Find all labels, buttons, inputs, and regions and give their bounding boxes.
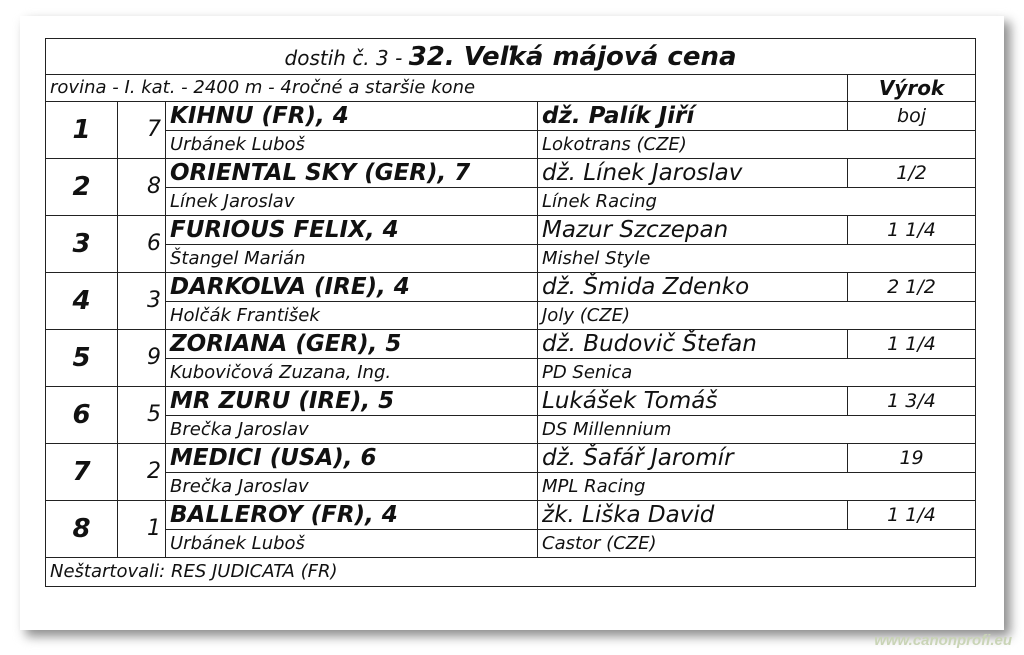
start-number: 1 [118, 501, 166, 558]
horse-name: FURIOUS FELIX, 4 [166, 216, 538, 245]
owner-name: Castor (CZE) [538, 530, 976, 558]
table-subrow [46, 530, 976, 558]
verdict-margin: 1 1/4 [848, 330, 976, 359]
table-row [46, 216, 976, 245]
table-subrow [46, 473, 976, 501]
verdict-margin: 19 [848, 444, 976, 473]
trainer-name: Línek Jaroslav [166, 188, 538, 216]
finish-position: 3 [46, 216, 118, 273]
finish-position: 1 [46, 102, 118, 159]
race-number: dostih č. 3 - [284, 45, 409, 70]
table-subrow [46, 416, 976, 444]
verdict-margin: 2 1/2 [848, 273, 976, 302]
table-row [46, 444, 976, 473]
non-runners: Neštartovali: RES JUDICATA (FR) [46, 558, 976, 587]
table-row [46, 102, 976, 131]
start-number: 8 [118, 159, 166, 216]
table-subrow [46, 359, 976, 387]
trainer-name: Štangel Marián [166, 245, 538, 273]
start-number: 6 [118, 216, 166, 273]
watermark: www.canonprofi.eu [874, 632, 1012, 649]
finish-position: 2 [46, 159, 118, 216]
trainer-name: Brečka Jaroslav [166, 473, 538, 501]
table-row [46, 387, 976, 416]
verdict-header: Výrok [848, 75, 976, 102]
finish-position: 8 [46, 501, 118, 558]
horse-name: ORIENTAL SKY (GER), 7 [166, 159, 538, 188]
finish-position: 5 [46, 330, 118, 387]
jockey-name: Mazur Szczepan [538, 216, 848, 245]
verdict-margin: 1 1/4 [848, 501, 976, 530]
jockey-name: žk. Liška David [538, 501, 848, 530]
start-number: 7 [118, 102, 166, 159]
jockey-name: dž. Šmida Zdenko [538, 273, 848, 302]
race-title [46, 39, 976, 75]
trainer-name: Urbánek Luboš [166, 131, 538, 159]
table-subrow [46, 302, 976, 330]
table-row [46, 159, 976, 188]
table-subrow [46, 245, 976, 273]
jockey-name: dž. Palík Jiří [538, 102, 848, 131]
horse-name: MR ZURU (IRE), 5 [166, 387, 538, 416]
verdict-margin: boj [848, 102, 976, 131]
title-row [46, 39, 976, 75]
jockey-name: Lukášek Tomáš [538, 387, 848, 416]
jockey-name: dž. Budovič Štefan [538, 330, 848, 359]
table-subrow [46, 131, 976, 159]
conditions-row [46, 75, 976, 102]
start-number: 5 [118, 387, 166, 444]
start-number: 2 [118, 444, 166, 501]
owner-name: Joly (CZE) [538, 302, 976, 330]
finish-position: 7 [46, 444, 118, 501]
jockey-name: dž. Šafář Jaromír [538, 444, 848, 473]
finish-position: 6 [46, 387, 118, 444]
owner-name: DS Millennium [538, 416, 976, 444]
table-row [46, 273, 976, 302]
table-row [46, 501, 976, 530]
jockey-name: dž. Línek Jaroslav [538, 159, 848, 188]
owner-name: PD Senica [538, 359, 976, 387]
trainer-name: Holčák František [166, 302, 538, 330]
verdict-margin: 1 1/4 [848, 216, 976, 245]
horse-name: ZORIANA (GER), 5 [166, 330, 538, 359]
finish-position: 4 [46, 273, 118, 330]
table-subrow [46, 188, 976, 216]
race-name: 32. Veľká májová cena [408, 41, 737, 72]
owner-name: MPL Racing [538, 473, 976, 501]
race-conditions: rovina - I. kat. - 2400 m - 4ročné a staršie kone [46, 75, 848, 102]
start-number: 3 [118, 273, 166, 330]
trainer-name: Kubovičová Zuzana, Ing. [166, 359, 538, 387]
horse-name: KIHNU (FR), 4 [166, 102, 538, 131]
horse-name: DARKOLVA (IRE), 4 [166, 273, 538, 302]
owner-name: Línek Racing [538, 188, 976, 216]
footer-row [46, 558, 976, 587]
trainer-name: Urbánek Luboš [166, 530, 538, 558]
trainer-name: Brečka Jaroslav [166, 416, 538, 444]
horse-name: BALLEROY (FR), 4 [166, 501, 538, 530]
verdict-margin: 1 3/4 [848, 387, 976, 416]
horse-name: MEDICI (USA), 6 [166, 444, 538, 473]
results-table [45, 38, 976, 587]
owner-name: Mishel Style [538, 245, 976, 273]
start-number: 9 [118, 330, 166, 387]
owner-name: Lokotrans (CZE) [538, 131, 976, 159]
verdict-margin: 1/2 [848, 159, 976, 188]
table-row [46, 330, 976, 359]
